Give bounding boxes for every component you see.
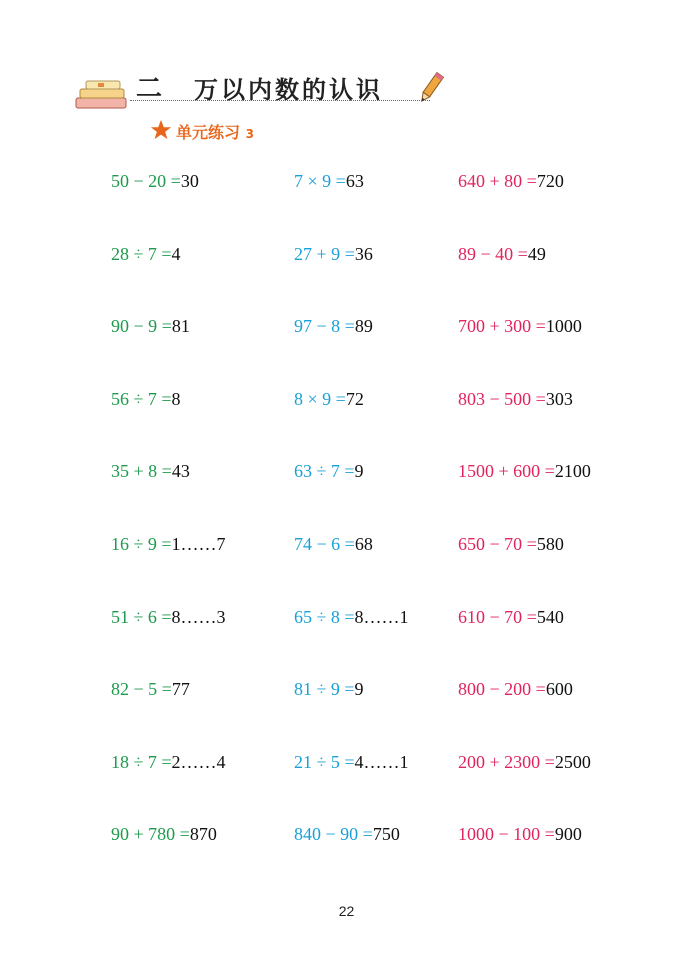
- equation-answer: 4……1: [354, 751, 409, 772]
- equation: [294, 315, 373, 337]
- equation-answer: 63: [345, 171, 364, 191]
- equation-expression: 650 − 70 =: [458, 534, 537, 554]
- equation-expression: 65 ÷ 8 =: [294, 606, 355, 627]
- equation-expression: 640 + 80 =: [458, 171, 537, 191]
- equation: [458, 606, 564, 628]
- equation: [111, 678, 190, 700]
- equation-answer: 720: [536, 171, 564, 191]
- equation: [458, 751, 591, 773]
- equation-answer: 2……4: [171, 751, 226, 772]
- section-number: 3: [245, 127, 254, 141]
- equation-expression: 50 − 20 =: [111, 171, 181, 191]
- equation-answer: 68: [354, 534, 373, 554]
- equation-answer: 8: [171, 388, 181, 409]
- equation-answer: 1……7: [171, 534, 226, 554]
- equation: [294, 678, 364, 700]
- equation-answer: 30: [180, 171, 199, 191]
- equation: [458, 823, 582, 845]
- equation-expression: 803 − 500 =: [458, 388, 546, 409]
- equation-expression: 1000 − 100 =: [458, 824, 555, 845]
- equation-answer: 77: [171, 679, 190, 700]
- equation: [111, 460, 190, 482]
- equation-answer: 8……3: [171, 606, 226, 627]
- equation-expression: 16 ÷ 9 =: [111, 534, 172, 554]
- equation-answer: 81: [171, 316, 190, 337]
- equation-expression: 82 − 5 =: [111, 679, 172, 700]
- chapter-number: 二: [136, 74, 163, 104]
- equation-expression: 81 ÷ 9 =: [294, 679, 355, 700]
- equation-expression: 7 × 9 =: [294, 171, 346, 191]
- equation: [294, 751, 409, 773]
- equation: [458, 460, 591, 482]
- equation-answer: 4: [171, 243, 181, 264]
- equation: [111, 823, 217, 845]
- equation: [458, 170, 564, 192]
- equation-expression: 840 − 90 =: [294, 824, 373, 845]
- equation: [111, 533, 226, 555]
- equation-expression: 8 × 9 =: [294, 388, 346, 409]
- equation-answer: 72: [345, 388, 364, 409]
- equation-expression: 97 − 8 =: [294, 316, 355, 337]
- equation-answer: 49: [527, 243, 546, 264]
- equation-expression: 27 + 9 =: [294, 243, 355, 264]
- equation-answer: 2500: [554, 751, 591, 772]
- equation: [111, 388, 181, 410]
- equation-expression: 200 + 2300 =: [458, 751, 555, 772]
- equation: [294, 170, 364, 192]
- chapter-title: 万以内数的认识: [194, 76, 383, 104]
- equation: [294, 606, 409, 628]
- equation: [111, 606, 226, 628]
- equation-expression: 28 ÷ 7 =: [111, 243, 172, 264]
- equation-answer: 2100: [554, 461, 591, 482]
- equation: [294, 243, 373, 265]
- equation-answer: 8……1: [354, 606, 409, 627]
- equation-expression: 90 − 9 =: [111, 316, 172, 337]
- equation-expression: 1500 + 600 =: [458, 461, 555, 482]
- equation: [294, 823, 400, 845]
- equation-answer: 9: [354, 679, 364, 700]
- equation-answer: 89: [354, 316, 373, 337]
- equation: [111, 243, 181, 265]
- equation-expression: 18 ÷ 7 =: [111, 751, 172, 772]
- equation-expression: 90 + 780 =: [111, 824, 190, 845]
- equation-expression: 800 − 200 =: [458, 679, 546, 700]
- equation-answer: 9: [354, 461, 364, 482]
- equation-answer: 36: [354, 243, 373, 264]
- equation-answer: 900: [554, 824, 582, 845]
- equation: [111, 315, 190, 337]
- equation: [294, 533, 373, 555]
- equation-expression: 89 − 40 =: [458, 243, 528, 264]
- equation-expression: 56 ÷ 7 =: [111, 388, 172, 409]
- equation-answer: 870: [189, 824, 217, 845]
- equation-expression: 63 ÷ 7 =: [294, 461, 355, 482]
- page-number: 22: [338, 903, 355, 919]
- equation: [458, 533, 564, 555]
- equation: [458, 315, 582, 337]
- equation: [458, 388, 573, 410]
- section-title: 单元练习: [176, 123, 241, 142]
- equation: [294, 460, 364, 482]
- equation-answer: 540: [536, 606, 564, 627]
- equation-expression: 35 + 8 =: [111, 461, 172, 482]
- equation: [294, 388, 364, 410]
- equation-answer: 750: [372, 824, 400, 845]
- equation: [458, 243, 546, 265]
- equation-expression: 21 ÷ 5 =: [294, 751, 355, 772]
- equation-answer: 580: [536, 534, 564, 554]
- equation-answer: 1000: [545, 316, 582, 337]
- equation: [111, 751, 226, 773]
- equation-answer: 600: [545, 679, 573, 700]
- equation-answer: 303: [545, 388, 573, 409]
- equation: [458, 678, 573, 700]
- equation: [111, 170, 199, 192]
- equation-expression: 610 − 70 =: [458, 606, 537, 627]
- equation-expression: 74 − 6 =: [294, 534, 355, 554]
- equation-expression: 51 ÷ 6 =: [111, 606, 172, 627]
- equation-expression: 700 + 300 =: [458, 316, 546, 337]
- equation-answer: 43: [171, 461, 190, 482]
